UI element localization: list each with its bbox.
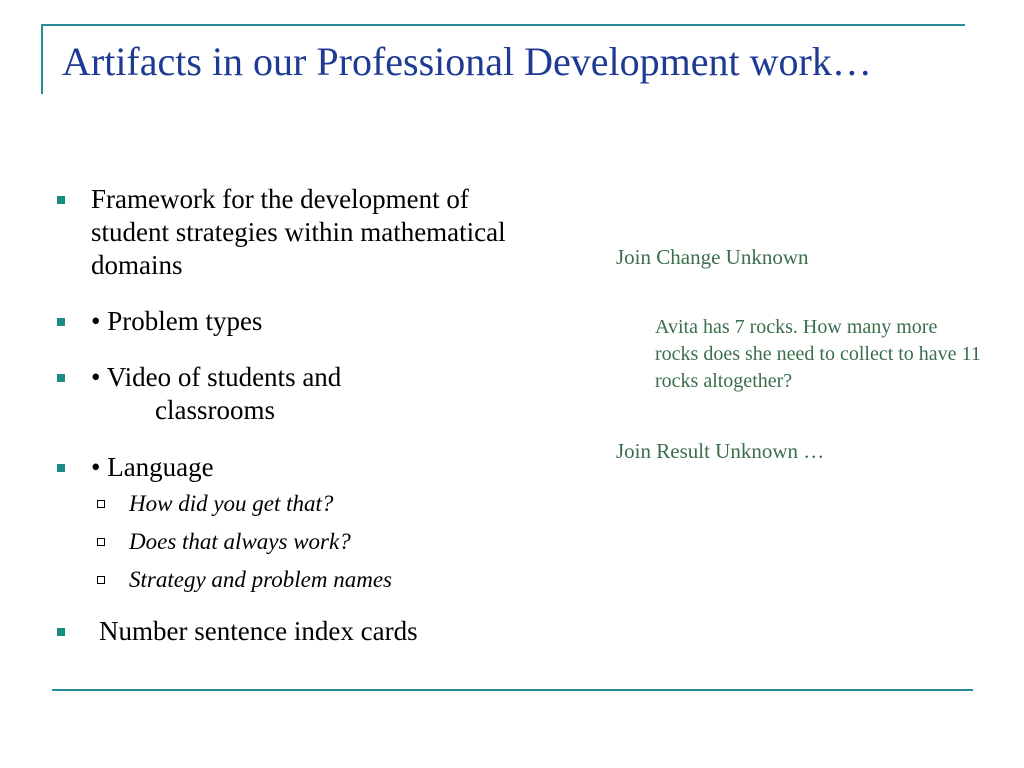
top-rule bbox=[43, 24, 965, 26]
bullet-index-cards bbox=[52, 615, 532, 648]
bullet-list bbox=[52, 183, 532, 648]
hollow-square-icon bbox=[97, 500, 105, 508]
join-result-unknown-heading: Join Result Unknown … bbox=[616, 439, 825, 463]
word-problem-text: Avita has 7 rocks. How many more rocks does she need to collect to have 11 rocks altogether? bbox=[655, 316, 981, 392]
example-panel bbox=[616, 243, 981, 465]
join-change-unknown-heading: Join Change Unknown bbox=[616, 245, 809, 269]
sub-bullet-text: How did you get that? bbox=[129, 491, 334, 516]
bullet-text: Number sentence index cards bbox=[99, 616, 418, 646]
bullet-language bbox=[52, 451, 532, 484]
bottom-rule bbox=[52, 689, 973, 691]
bullet-square-icon bbox=[57, 196, 65, 204]
sub-bullet-always bbox=[52, 526, 532, 558]
bullet-text: • Problem types bbox=[91, 306, 263, 336]
sub-bullet-text: Strategy and problem names bbox=[129, 567, 392, 592]
hollow-square-icon bbox=[97, 538, 105, 546]
sub-bullet-strategy bbox=[52, 564, 532, 596]
bullet-square-icon bbox=[57, 318, 65, 326]
bullet-problem-types bbox=[52, 305, 532, 338]
bullet-square-icon bbox=[57, 464, 65, 472]
bullet-square-icon bbox=[57, 628, 65, 636]
sub-bullet-text: Does that always work? bbox=[129, 529, 351, 554]
bullet-text: Framework for the development of student strategies within mathematical domains bbox=[91, 184, 506, 280]
bullet-text: • Language bbox=[91, 452, 214, 482]
bullet-square-icon bbox=[57, 374, 65, 382]
bullet-text-continuation: classrooms bbox=[155, 395, 275, 425]
bullet-video bbox=[52, 361, 532, 427]
bullet-text: • Video of students and bbox=[91, 362, 342, 392]
slide-title: Artifacts in our Professional Development work… bbox=[62, 39, 872, 84]
left-rule bbox=[41, 24, 43, 94]
hollow-square-icon bbox=[97, 576, 105, 584]
sub-bullet-how bbox=[52, 488, 532, 520]
bullet-framework bbox=[52, 183, 531, 282]
